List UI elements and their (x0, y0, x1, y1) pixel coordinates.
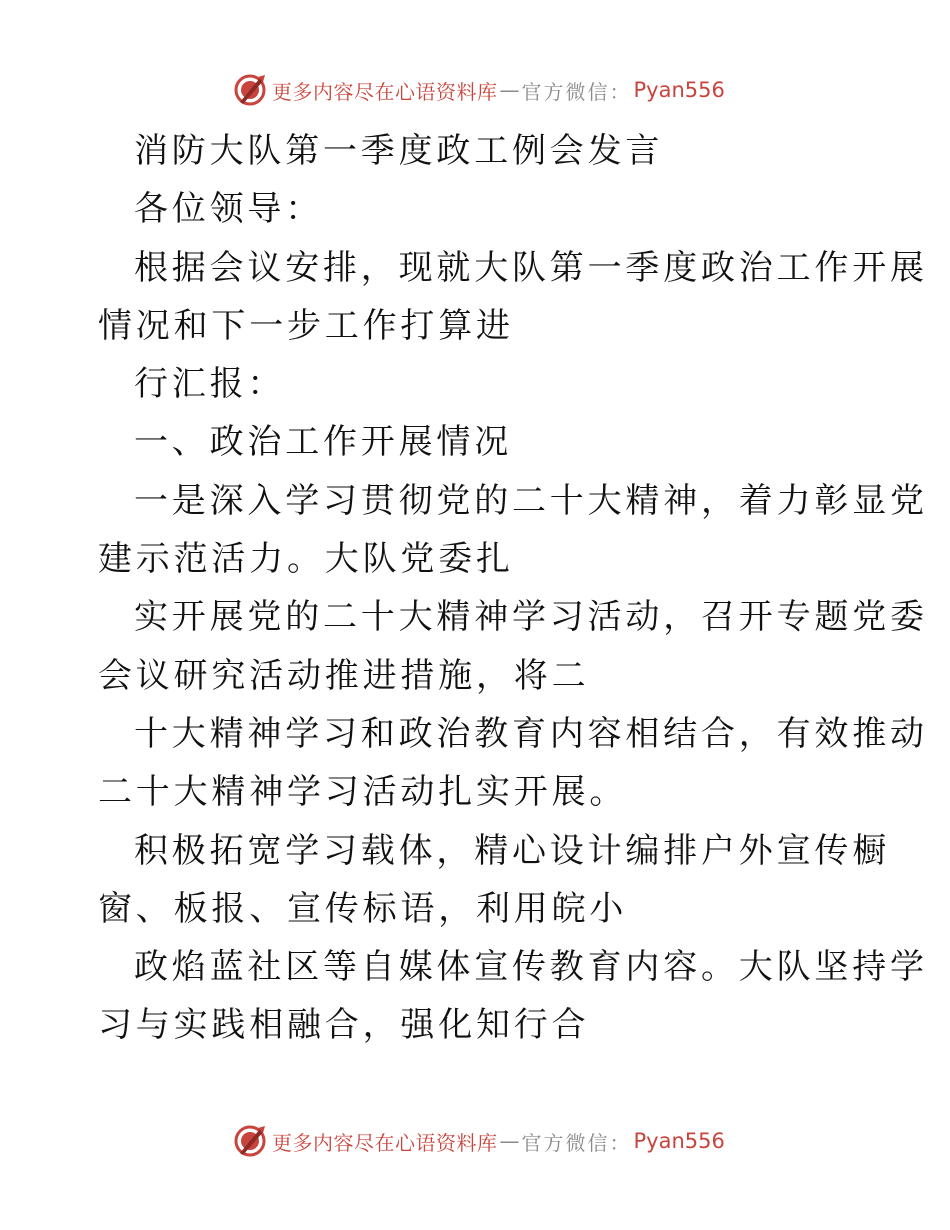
quill-seal-icon (232, 1123, 268, 1159)
watermark-text: 更多内容尽在心语资料库 (272, 1130, 498, 1155)
text-line: 窗、板报、宣传标语，利用皖小 (98, 888, 628, 929)
text-line: 一是深入学习贯彻党的二十大精神，着力彰显党 (134, 480, 928, 521)
document-body (98, 122, 928, 1055)
watermark-dash: — (499, 78, 520, 102)
text-line: 会议研究活动推进措施，将二 (98, 655, 590, 696)
text-line: 习与实践相融合，强化知行合 (98, 1005, 590, 1046)
quill-seal-icon (232, 72, 268, 108)
text-line: 行汇报： (134, 364, 286, 405)
text-line: 十大精神学习和政治教育内容相结合，有效推动 (134, 713, 928, 754)
watermark-text: 更多内容尽在心语资料库 (272, 79, 498, 104)
text-line: 建示范活力。大队党委扎 (98, 539, 514, 580)
text-line: 二十大精神学习活动扎实开展。 (98, 772, 628, 813)
watermark-dash: — (499, 1129, 520, 1153)
text-line: 情况和下一步工作打算进 (98, 305, 514, 346)
text-line: 实开展党的二十大精神学习活动，召开专题党委 (134, 597, 928, 638)
text-line: 积极拓宽学习载体，精心设计编排户外宣传橱 (134, 830, 890, 871)
section-heading: 一、政治工作开展情况 (134, 422, 512, 463)
salutation: 各位领导： (134, 189, 323, 230)
watermark-footer (232, 1123, 725, 1159)
text-line: 政焰蓝社区等自媒体宣传教育内容。大队坚持学 (134, 947, 928, 988)
watermark-wechat-id: Pyan556 (633, 78, 725, 102)
watermark-wechat-id: Pyan556 (633, 1129, 725, 1153)
document-title: 消防大队第一季度政工例会发言 (134, 131, 664, 171)
watermark-label: 官方微信： (521, 1130, 632, 1155)
watermark-header (232, 72, 725, 108)
text-line: 根据会议安排，现就大队第一季度政治工作开展 (134, 247, 928, 288)
watermark-label: 官方微信： (521, 79, 632, 104)
